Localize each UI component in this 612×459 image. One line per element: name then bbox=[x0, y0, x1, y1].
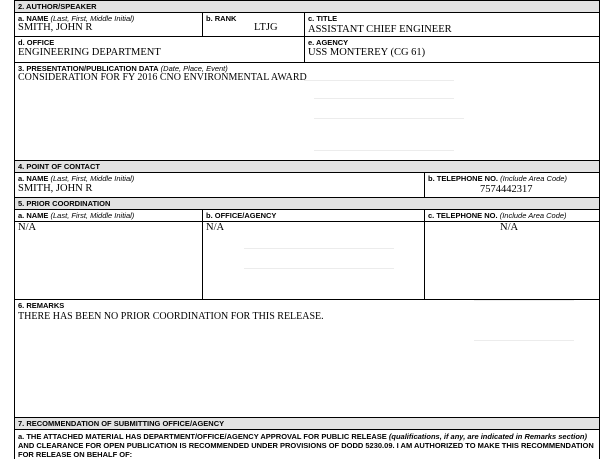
author-name-label: a. NAME (Last, First, Middle Initial) bbox=[18, 14, 135, 23]
coord-phone-hint: (Include Area Code) bbox=[499, 211, 567, 220]
section-2-header: 2. AUTHOR/SPEAKER bbox=[18, 2, 97, 11]
section-7-header: 7. RECOMMENDATION OF SUBMITTING OFFICE/AGENCY bbox=[18, 419, 225, 428]
poc-name-label: a. NAME (Last, First, Middle Initial) bbox=[18, 174, 135, 183]
coord-phone-value: N/A bbox=[500, 222, 519, 233]
section-3-hint: (Date, Place, Event) bbox=[160, 64, 228, 73]
section-4-header: 4. POINT OF CONTACT bbox=[18, 162, 100, 171]
section-5-header: 5. PRIOR COORDINATION bbox=[18, 199, 111, 208]
clearance-form bbox=[14, 0, 600, 459]
section-6-header: 6. REMARKS bbox=[18, 301, 65, 310]
author-agency-label: e. AGENCY bbox=[308, 38, 349, 47]
poc-name-value: SMITH, JOHN R bbox=[18, 183, 93, 194]
author-office-value: ENGINEERING DEPARTMENT bbox=[18, 47, 161, 58]
coord-phone-label: c. TELEPHONE NO. (Include Area Code) bbox=[428, 211, 567, 220]
poc-phone-label: b. TELEPHONE NO. (Include Area Code) bbox=[428, 174, 567, 183]
coord-name-hint: (Last, First, Middle Initial) bbox=[50, 211, 135, 220]
section-4-header-bg bbox=[15, 161, 599, 172]
author-name-hint: (Last, First, Middle Initial) bbox=[50, 14, 135, 23]
author-title-label: c. TITLE bbox=[308, 14, 338, 23]
author-rank-value: LTJG bbox=[254, 22, 278, 33]
publication-data-value: CONSIDERATION FOR FY 2016 CNO ENVIRONMENTAL AWARD bbox=[18, 72, 307, 83]
remarks-value: THERE HAS BEEN NO PRIOR COORDINATION FOR THIS RELEASE. bbox=[18, 311, 324, 322]
coord-office-label: b. OFFICE/AGENCY bbox=[206, 211, 277, 220]
coord-name-label: a. NAME (Last, First, Middle Initial) bbox=[18, 211, 135, 220]
coord-name-value: N/A bbox=[18, 222, 37, 233]
form-left-border bbox=[14, 0, 15, 459]
recommendation-text: a. THE ATTACHED MATERIAL HAS DEPARTMENT/OFFICE/AGENCY APPROVAL FOR PUBLIC RELEASE (qualifications, if any, are indicated in Remarks section) AND CLEARANCE FOR OPEN PUBLICATION IS RECOMMENDED UNDER PROVISIONS OF DODD 5230.09. I AM AUTHORIZED TO MAKE THIS RECOMMENDATION FOR RELEASE ON BEHALF OF: bbox=[18, 432, 594, 459]
coord-office-value: N/A bbox=[206, 222, 225, 233]
author-title-value: ASSISTANT CHIEF ENGINEER bbox=[308, 24, 452, 35]
poc-phone-value: 7574442317 bbox=[480, 184, 533, 195]
section-3-header: 3. PRESENTATION/PUBLICATION DATA (Date, Place, Event) bbox=[18, 64, 228, 73]
author-rank-label: b. RANK bbox=[206, 14, 237, 23]
poc-name-hint: (Last, First, Middle Initial) bbox=[50, 174, 135, 183]
section-2-header-bg bbox=[15, 1, 599, 12]
author-office-label: d. OFFICE bbox=[18, 38, 55, 47]
author-agency-value: USS MONTEREY (CG 61) bbox=[308, 47, 426, 58]
author-name-value: SMITH, JOHN R bbox=[18, 22, 93, 33]
poc-phone-hint: (Include Area Code) bbox=[500, 174, 567, 183]
form-right-border bbox=[599, 0, 600, 459]
recommendation-hint: (qualifications, if any, are indicated in Remarks section) bbox=[388, 432, 587, 441]
